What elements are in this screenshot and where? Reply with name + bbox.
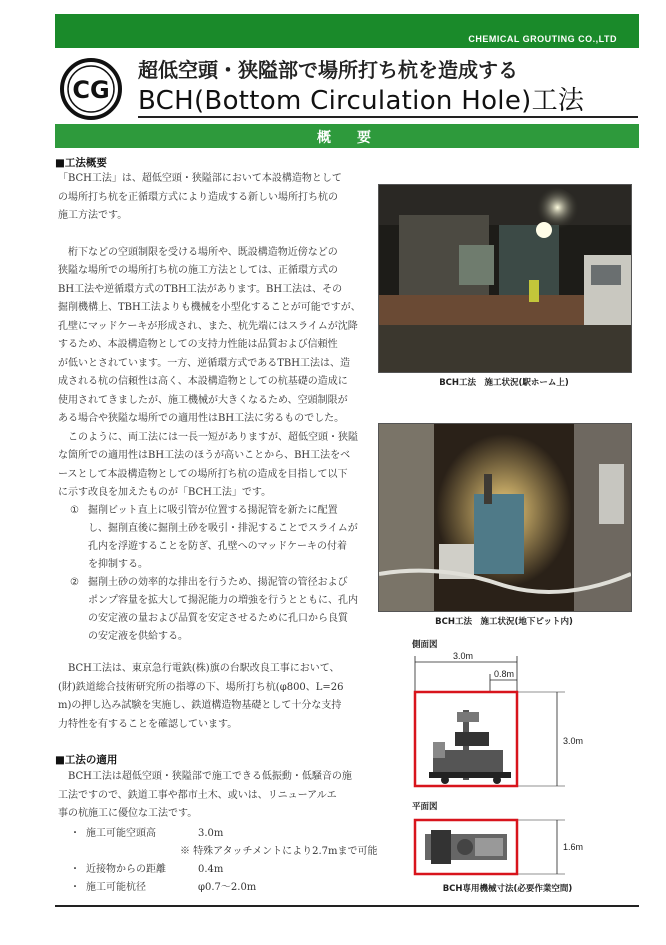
overview-heading: ■工法概要 <box>55 157 107 169</box>
width-dimension: 3.0m <box>453 651 474 661</box>
application-text <box>58 768 373 824</box>
item-line: 掘削ビット直上に吸引管が位置する揚泥管を新たに配置 <box>88 505 338 516</box>
spec-value: φ0.7～2.0m <box>198 882 257 893</box>
overview-spacer <box>58 226 373 244</box>
overview-line: このように、両工法には一長一短がありますが、超低空頭・狭隘 <box>58 431 358 443</box>
improvement-list <box>70 502 380 646</box>
company-name: CHEMICAL GROUTING CO.,LTD <box>468 34 617 44</box>
overview-line: な箇所での適用性はBH工法のほうが高いことから、BH工法をベ <box>58 450 351 461</box>
plan-view-label: 平面図 <box>412 802 438 812</box>
overview-text <box>58 170 373 503</box>
photo-underground-pit <box>378 423 632 612</box>
overview-line: 孔壁にマッドケーキが形成され、また、杭先端にはスライムが沈降 <box>58 320 358 332</box>
overview-line: 狭隘な場所での場所打ち杭の施工方法としては、正循環方式の <box>58 265 338 276</box>
section-bar <box>55 124 639 148</box>
spec-bullet: ・ <box>70 882 80 893</box>
title-underline <box>138 116 638 118</box>
spec-label: 施工可能空頭高 <box>86 828 156 839</box>
diagram-caption: BCH専用機械寸法(必要作業空間) <box>442 884 573 894</box>
closing-line: m)の押し込み試験を実施し、鉄道構造物基礎として十分な支持 <box>58 700 342 711</box>
overview-line: ある場合や狭隘な場所での適用性はBH工法に劣るものでした。 <box>58 413 345 424</box>
spec-bullet: ・ <box>70 828 80 839</box>
item-marker: ① <box>70 505 79 516</box>
spec-note: ※ 特殊アタッチメントにより2.7mまで可能 <box>180 846 378 857</box>
offset-dimension: 0.8m <box>494 669 515 679</box>
section-bar-label: 概 要 <box>317 130 377 146</box>
spec-row <box>70 879 390 897</box>
photo-caption: BCH工法 施工状況(駅ホーム上) <box>439 378 569 388</box>
item-marker: ② <box>70 577 79 588</box>
plan-view-diagram <box>405 812 610 882</box>
spec-row <box>70 843 390 861</box>
side-view-label: 側面図 <box>412 640 438 650</box>
closing-line: BCH工法は、東京急行電鉄(株)旗の台駅改良工事において、 <box>58 663 340 674</box>
overview-line: 掘削機構上、TBH工法よりも機械を小型化することが可能ですが、 <box>58 302 361 313</box>
item-line: し、掘削直後に掘削土砂を吸引・排泥することでスライムが <box>88 523 358 534</box>
logo-text: CG <box>72 76 110 104</box>
item-line: ポンプ容量を拡大して揚泥能力の増強を行うとともに、孔内 <box>88 595 358 606</box>
overview-line: 使用されてきましたが、施工機械が大きくなるため、空頭制限が <box>58 394 348 406</box>
spec-list <box>70 825 390 897</box>
closing-text <box>58 660 373 734</box>
overview-line: ースとして本設構造物としての場所打ち杭の造成を目指して以下 <box>58 468 348 480</box>
bottom-rule <box>55 905 639 907</box>
photo-station-platform <box>378 184 632 373</box>
item-line: を抑制する。 <box>88 559 148 570</box>
overview-line: の場所打ち杭を正循環方式により造成する新しい場所打ち杭の <box>58 191 338 203</box>
header-bar <box>55 14 639 48</box>
spec-row <box>70 825 390 843</box>
closing-line: 力特性を有することを確認しています。 <box>58 718 238 730</box>
cg-logo <box>60 58 122 120</box>
application-heading: ■工法の適用 <box>55 754 118 766</box>
spec-value: 3.0m <box>198 828 224 839</box>
overview-line: 施工方法です。 <box>58 210 128 221</box>
page-title: BCH(Bottom Circulation Hole)工法 <box>138 86 585 116</box>
list-item <box>70 502 380 574</box>
item-line: 掘削土砂の効率的な排出を行うため、揚泥管の管径および <box>88 577 348 588</box>
depth-dimension: 1.6m <box>563 842 584 852</box>
photo-caption: BCH工法 施工状況(地下ピット内) <box>435 617 573 627</box>
side-view-diagram <box>405 650 610 795</box>
overview-line: に示す改良を加えたものが「BCH工法」です。 <box>58 487 272 498</box>
overview-line: が低いとされています。一方、逆循環方式であるTBH工法は、造 <box>58 357 350 369</box>
item-line: の安定液を供給する。 <box>88 631 188 642</box>
closing-line: (財)鉄道総合技術研究所の指導の下、場所打ち杭(φ800、L=26 <box>58 681 344 693</box>
spec-label: 近接物からの距離 <box>86 864 166 875</box>
overview-line: 成される杭の信頼性は高く、本設構造物としての杭基礎の造成に <box>58 376 348 387</box>
overview-line: BH工法や逆循環方式のTBH工法があります。BH工法は、その <box>58 283 343 295</box>
item-line: の安定液の量および品質を安定させるために孔口から良質 <box>88 613 348 624</box>
height-dimension: 3.0m <box>563 736 584 746</box>
application-line: 事の杭施工に優位な工法です。 <box>58 808 198 819</box>
list-item <box>70 574 380 646</box>
spec-row <box>70 861 390 879</box>
overview-line: 桁下などの空頭制限を受ける場所や、既設構造物近傍などの <box>58 246 338 258</box>
spec-value: 0.4m <box>198 864 224 875</box>
spec-label: 施工可能杭径 <box>86 882 146 893</box>
subtitle: 超低空頭・狭隘部で場所打ち杭を造成する <box>138 58 518 82</box>
application-line: 工法ですので、鉄道工事や都市土木、或いは、リニューアルエ <box>58 789 337 801</box>
item-line: 孔内を浮遊することを防ぎ、孔壁へのマッドケーキの付着 <box>88 541 347 552</box>
spec-bullet: ・ <box>70 864 80 875</box>
application-line: BCH工法は超低空頭・狭隘部で施工できる低振動・低騒音の施 <box>58 771 352 782</box>
overview-line: 「BCH工法」は、超低空頭・狭隘部において本設構造物として <box>58 173 342 184</box>
overview-line: するため、本設構造物としての支持力性能は品質および信頼性 <box>58 339 338 350</box>
